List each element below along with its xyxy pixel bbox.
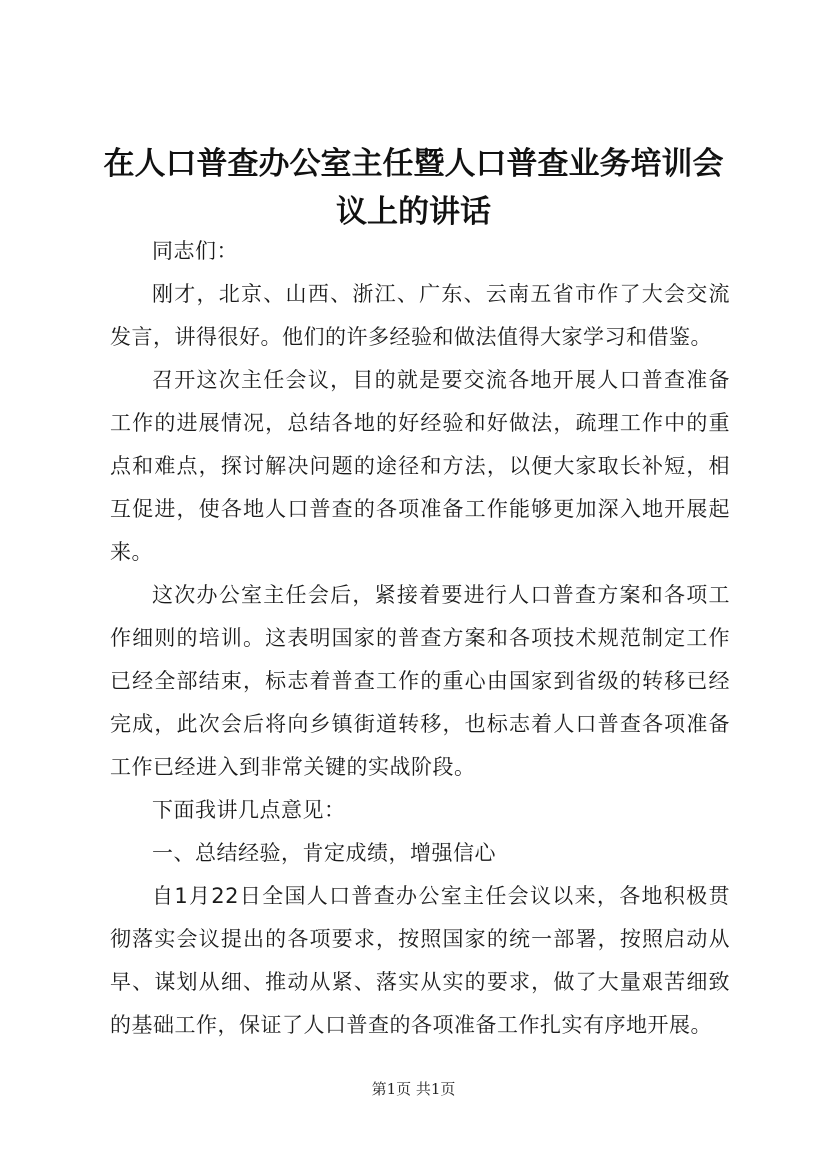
- paragraph-1: 刚才，北京、山西、浙江、广东、云南五省市作了大会交流发言，讲得很好。他们的许多经验和做法值得大家学习和借鉴。: [110, 282, 730, 349]
- title-line-2: 议上的讲话: [336, 194, 491, 230]
- title-line-1: 在人口普查办公室主任暨人口普查业务培训会: [103, 146, 724, 182]
- section-heading-1: 一、总结经验，肯定成绩，增强信心: [152, 841, 496, 865]
- paragraph-4: 下面我讲几点意见：: [152, 798, 346, 822]
- page-footer: 第1页 共1页: [371, 1080, 456, 1098]
- paragraph-2: 召开这次主任会议，目的就是要交流各地开展人口普查准备工作的进展情况，总结各地的好经验和好做法，疏理工作中的重点和难点，探讨解决问题的途径和方法，以便大家取长补短，相互促进，使各地人口普查的各项准备工作能够更加深入地开展起来。: [110, 368, 730, 564]
- document-title: [100, 140, 727, 236]
- paragraph-3: 这次办公室主任会后，紧接着要进行人口普查方案和各项工作细则的培训。这表明国家的普查方案和各项技术规范制定工作已经全部结束，标志着普查工作的重心由国家到省级的转移已经完成，此次会后将向乡镇街道转移，也标志着人口普查各项准备工作已经进入到非常关键的实战阶段。: [110, 583, 730, 779]
- document-body: [110, 230, 730, 1047]
- paragraph-salutation: 同志们：: [152, 239, 238, 263]
- paragraph-5: 自1月22日全国人口普查办公室主任会议以来，各地积极贯彻落实会议提出的各项要求，按照国家的统一部署，按照启动从早、谋划从细、推动从紧、落实从实的要求，做了大量艰苦细致的基础工作，保证了人口普查的各项准备工作扎实有序地开展。: [110, 884, 730, 1037]
